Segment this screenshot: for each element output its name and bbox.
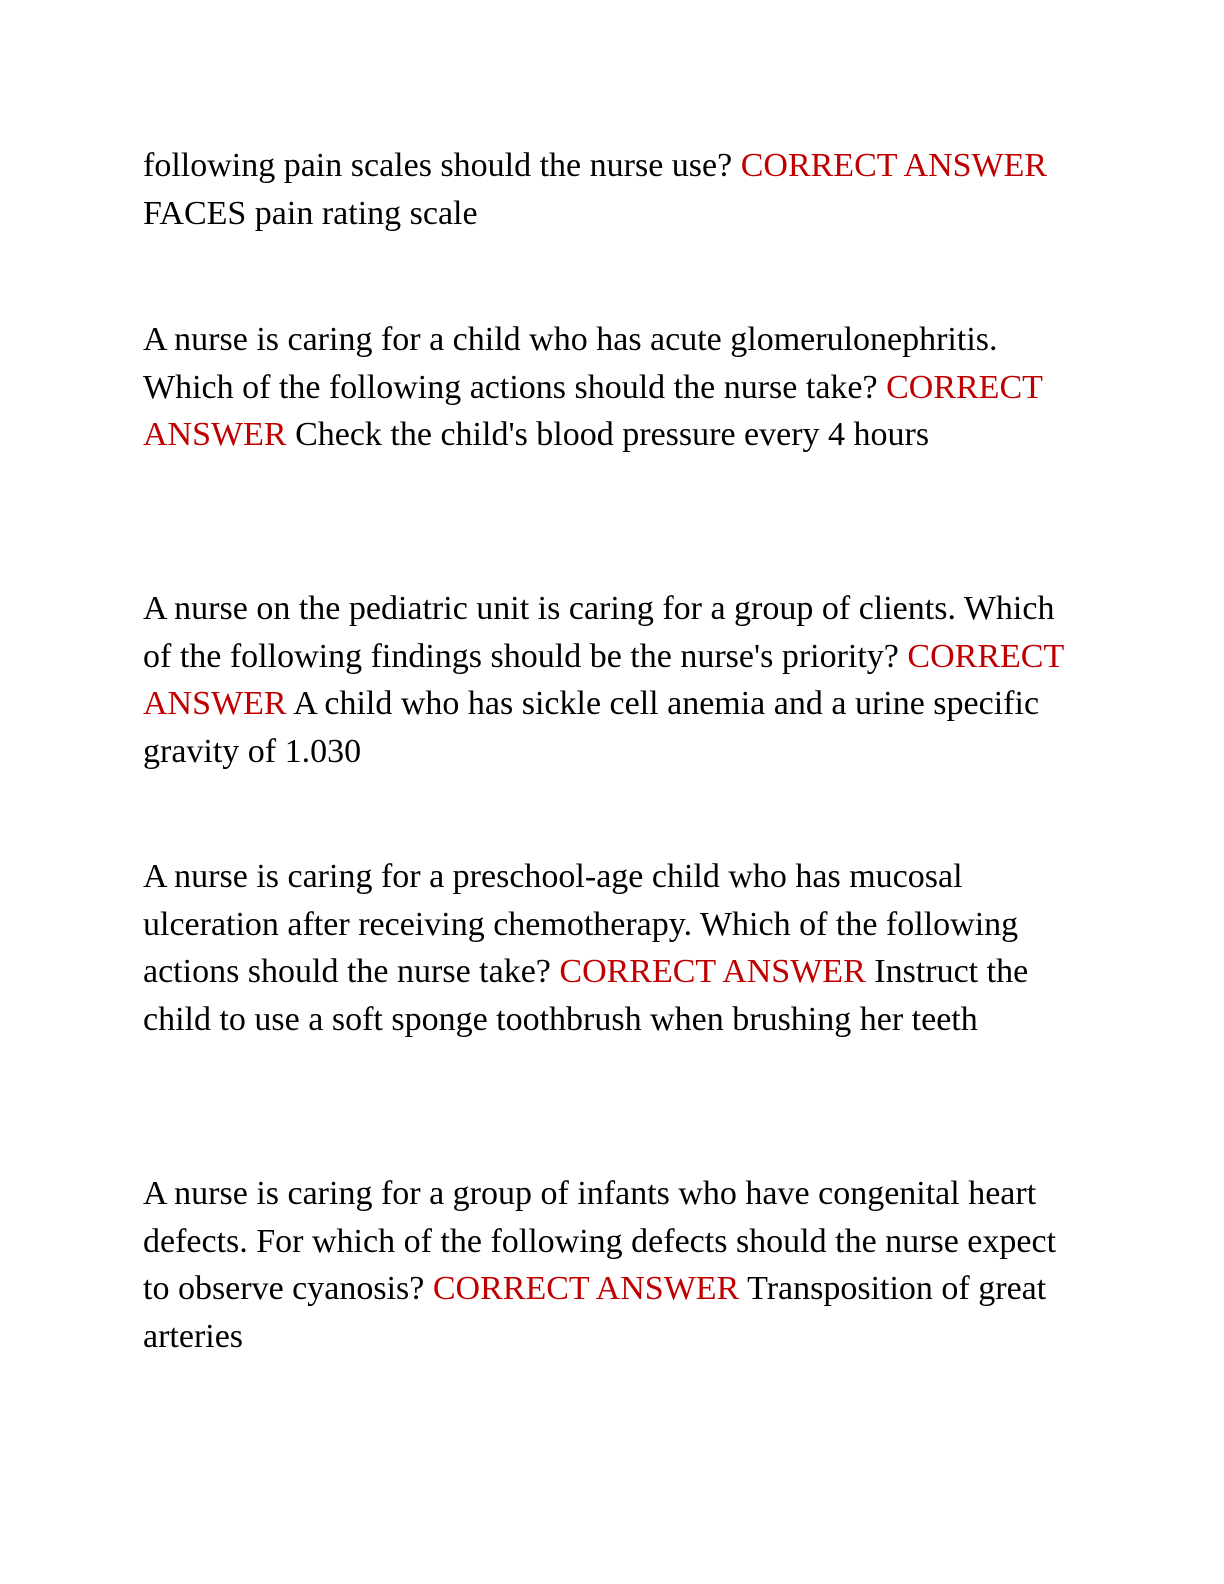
correct-answer-label: CORRECT ANSWER	[143, 637, 1064, 722]
answer-text: FACES pain rating scale	[143, 194, 478, 232]
question-text: A nurse is caring for a preschool-age child who has mucosal ulceration after receiving chemotherapy. Which of the following actions should the nurse take?	[143, 858, 1019, 990]
question-text: A nurse is caring for a child who has acute glomerulonephritis. Which of the following actions should the nurse take?	[143, 321, 998, 406]
qa-item	[143, 316, 1083, 459]
answer-text: Check the child's blood pressure every 4 hours	[295, 416, 930, 453]
qa-item	[143, 1170, 1083, 1360]
question-text: following pain scales should the nurse use?	[143, 147, 733, 184]
correct-answer-label: CORRECT ANSWER	[432, 1270, 740, 1307]
qa-item	[143, 853, 1083, 1043]
qa-item	[143, 585, 1083, 775]
question-text: A nurse is caring for a group of infants who have congenital heart defects. For which of the following defects should the nurse expect to observe cyanosis?	[143, 1175, 1057, 1307]
correct-answer-label: CORRECT ANSWER	[559, 953, 866, 990]
answer-text: A child who has sickle cell anemia and a urine specific gravity of 1.030	[143, 685, 1040, 770]
question-text: A nurse on the pediatric unit is caring for a group of clients. Which of the following findings should be the nurse's priority?	[143, 590, 1055, 675]
qa-item	[143, 142, 1083, 237]
answer-text: Transposition of great arteries	[143, 1270, 1047, 1355]
correct-answer-label: CORRECT ANSWER	[740, 147, 1048, 184]
answer-text: Instruct the child to use a soft sponge toothbrush when brushing her teeth	[143, 953, 1029, 1038]
correct-answer-label: CORRECT ANSWER	[143, 368, 1043, 453]
